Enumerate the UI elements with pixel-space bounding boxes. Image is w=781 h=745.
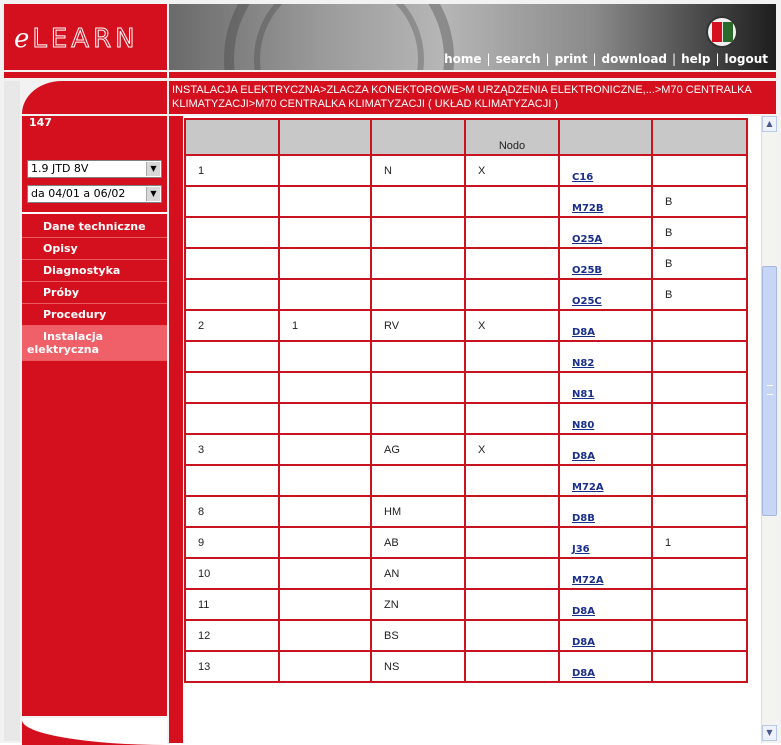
- table-cell: [185, 248, 279, 279]
- table-cell: [652, 496, 747, 527]
- table-cell: [652, 341, 747, 372]
- table-cell: [465, 341, 559, 372]
- nav-search-link[interactable]: search: [495, 52, 541, 66]
- table-cell: [371, 403, 465, 434]
- table-cell: [279, 217, 371, 248]
- table-cell: [279, 434, 371, 465]
- table-header-cell: [279, 119, 371, 155]
- sidebar-item-label: Dane techniczne: [43, 220, 146, 233]
- table-cell: [652, 403, 747, 434]
- table-cell: 10: [185, 558, 279, 589]
- table-cell: [559, 558, 652, 589]
- table-cell: X: [465, 155, 559, 186]
- table-cell: [465, 589, 559, 620]
- sidebar-item-dane-techniczne[interactable]: [22, 216, 167, 238]
- table-row: [185, 403, 747, 434]
- alfa-romeo-badge-icon: [706, 16, 738, 48]
- table-cell: [559, 279, 652, 310]
- table-cell: [559, 217, 652, 248]
- table-cell: [465, 558, 559, 589]
- sidebar-menu: [22, 216, 167, 361]
- table-row: [185, 651, 747, 682]
- connector-link[interactable]: D8A: [572, 637, 595, 648]
- table-cell: [279, 248, 371, 279]
- table-cell: 8: [185, 496, 279, 527]
- table-cell: [652, 434, 747, 465]
- table-cell: [465, 248, 559, 279]
- logo-area: [4, 4, 168, 70]
- table-cell: [559, 651, 652, 682]
- scroll-up-icon[interactable]: ▲: [762, 116, 777, 132]
- menu-divider: [22, 212, 167, 214]
- left-gutter: [4, 81, 20, 741]
- table-header-cell: [559, 119, 652, 155]
- connector-link[interactable]: D8B: [572, 513, 595, 524]
- table-row: [185, 558, 747, 589]
- table-cell: [279, 589, 371, 620]
- table-cell: [652, 372, 747, 403]
- header-banner: [169, 4, 776, 70]
- connector-link[interactable]: O25B: [572, 265, 603, 276]
- table-cell: [465, 496, 559, 527]
- sidebar-item-instalacja-elektryczna[interactable]: [22, 326, 167, 361]
- table-row: [185, 279, 747, 310]
- table-cell: 1: [279, 310, 371, 341]
- table-cell: [652, 155, 747, 186]
- top-nav: [444, 52, 768, 66]
- table-row: [185, 310, 747, 341]
- table-cell: [652, 620, 747, 651]
- table-cell: [465, 372, 559, 403]
- table-cell: X: [465, 434, 559, 465]
- connector-link[interactable]: O25C: [572, 296, 602, 307]
- table-cell: [559, 403, 652, 434]
- table-cell: [279, 651, 371, 682]
- content-left-strip: [169, 116, 183, 743]
- table-cell: [279, 279, 371, 310]
- connector-link[interactable]: J36: [572, 544, 590, 555]
- table-cell: [559, 496, 652, 527]
- sidebar-item-proby[interactable]: [22, 282, 167, 304]
- table-cell: [185, 341, 279, 372]
- connector-link[interactable]: C16: [572, 172, 594, 183]
- table-cell: [185, 279, 279, 310]
- chevron-down-icon[interactable]: ▼: [146, 162, 160, 176]
- connector-link[interactable]: N81: [572, 389, 595, 400]
- table-cell: 12: [185, 620, 279, 651]
- date-range-select[interactable]: [27, 185, 162, 203]
- table-cell: [279, 403, 371, 434]
- table-cell: [559, 620, 652, 651]
- table-cell: [279, 186, 371, 217]
- nav-separator: |: [486, 52, 491, 66]
- sidebar-item-label: Procedury: [43, 308, 107, 321]
- table-row: [185, 248, 747, 279]
- table-cell: NS: [371, 651, 465, 682]
- table-cell: [559, 186, 652, 217]
- sidebar-footer: [22, 718, 167, 745]
- connector-link[interactable]: O25A: [572, 234, 603, 245]
- elearn-logo[interactable]: [14, 24, 139, 54]
- table-cell: [371, 217, 465, 248]
- nav-download-link[interactable]: download: [601, 52, 668, 66]
- table-cell: [279, 558, 371, 589]
- table-cell: [559, 248, 652, 279]
- table-cell: [559, 527, 652, 558]
- table-cell: [371, 341, 465, 372]
- table-cell: [279, 465, 371, 496]
- scrollbar-thumb[interactable]: [762, 266, 777, 516]
- table-cell: 1: [185, 155, 279, 186]
- engine-select-value: 1.9 JTD 8V: [31, 162, 89, 175]
- table-cell: B: [652, 279, 747, 310]
- nav-print-link[interactable]: print: [554, 52, 588, 66]
- table-cell: [559, 372, 652, 403]
- sidebar-item-procedury[interactable]: [22, 304, 167, 326]
- nav-separator: |: [672, 52, 677, 66]
- table-cell: [185, 403, 279, 434]
- table-cell: [465, 651, 559, 682]
- table-cell: [465, 217, 559, 248]
- table-header-row: [185, 119, 747, 155]
- table-cell: X: [465, 310, 559, 341]
- table-row: [185, 496, 747, 527]
- table-cell: [652, 558, 747, 589]
- connector-link[interactable]: D8A: [572, 606, 595, 617]
- table-cell: 2: [185, 310, 279, 341]
- table-cell: [185, 186, 279, 217]
- table-cell: ZN: [371, 589, 465, 620]
- table-cell: [371, 186, 465, 217]
- nav-home-link[interactable]: home: [444, 52, 482, 66]
- table-cell: [559, 310, 652, 341]
- sidebar: [22, 116, 167, 716]
- table-cell: [652, 310, 747, 341]
- model-label: 147: [29, 116, 52, 129]
- nav-separator: |: [592, 52, 597, 66]
- table-row: [185, 155, 747, 186]
- sidebar-item-diagnostyka[interactable]: [22, 260, 167, 282]
- table-cell: 1: [652, 527, 747, 558]
- breadcrumb: INSTALACJA ELEKTRYCZNA>ZLACZA KONEKTOROWE>M URZĄDZENIA ELEKTRONICZNE,...>M70 CENTRALKA KLIMATYZACJI>M70 CENTRALKA KLIMATYZACJI ( UKŁAD KLIMATYZACJI ): [169, 81, 776, 114]
- table-cell: 11: [185, 589, 279, 620]
- header-label: Nodo: [498, 140, 526, 152]
- logo-learn: LEARN: [32, 24, 139, 54]
- table-cell: [559, 589, 652, 620]
- nav-help-link[interactable]: help: [681, 52, 711, 66]
- connector-link[interactable]: D8A: [572, 668, 595, 679]
- table-cell: B: [652, 248, 747, 279]
- table-cell: [465, 279, 559, 310]
- nav-separator: |: [715, 52, 720, 66]
- table-cell: AG: [371, 434, 465, 465]
- table-row: [185, 620, 747, 651]
- table-cell: [652, 651, 747, 682]
- table-cell: [559, 341, 652, 372]
- table-cell: 13: [185, 651, 279, 682]
- table-row: [185, 372, 747, 403]
- table-cell: B: [652, 186, 747, 217]
- table-cell: [652, 589, 747, 620]
- table-row: [185, 217, 747, 248]
- table-cell: [371, 372, 465, 403]
- table-row: [185, 341, 747, 372]
- table-cell: [559, 465, 652, 496]
- content-area: [169, 116, 761, 743]
- table-cell: [185, 465, 279, 496]
- table-cell: [185, 217, 279, 248]
- table-cell: [652, 465, 747, 496]
- table-cell: [465, 620, 559, 651]
- table-row: [185, 527, 747, 558]
- header-separator: [4, 72, 776, 78]
- table-cell: [279, 620, 371, 651]
- table-cell: [279, 341, 371, 372]
- table-cell: [371, 279, 465, 310]
- logo-e: e: [14, 24, 33, 54]
- table-cell: [279, 372, 371, 403]
- table-cell: [465, 186, 559, 217]
- connector-table: [184, 118, 748, 683]
- table-cell: N: [371, 155, 465, 186]
- scroll-down-icon[interactable]: ▼: [762, 725, 777, 741]
- table-cell: [559, 434, 652, 465]
- connector-link[interactable]: D8A: [572, 327, 595, 338]
- banner-emblem-inner-icon: [254, 4, 424, 70]
- table-cell: [371, 465, 465, 496]
- sidebar-item-label: Diagnostyka: [43, 264, 121, 277]
- sidebar-item-label: Instalacja elektryczna: [27, 330, 104, 356]
- connector-link[interactable]: M72B: [572, 203, 604, 214]
- chevron-down-icon[interactable]: ▼: [146, 187, 160, 201]
- nav-separator: |: [545, 52, 550, 66]
- table-row: [185, 186, 747, 217]
- connector-link[interactable]: M72A: [572, 482, 604, 493]
- connector-link[interactable]: N80: [572, 420, 595, 431]
- engine-select[interactable]: [27, 160, 162, 178]
- table-cell: [465, 403, 559, 434]
- table-cell: [279, 496, 371, 527]
- table-cell: HM: [371, 496, 465, 527]
- vertical-scrollbar[interactable]: [761, 116, 777, 743]
- table-cell: AB: [371, 527, 465, 558]
- table-cell: [279, 527, 371, 558]
- table-cell: [371, 248, 465, 279]
- table-cell: [465, 465, 559, 496]
- sidebar-item-label: Opisy: [43, 242, 78, 255]
- table-cell: BS: [371, 620, 465, 651]
- table-cell: RV: [371, 310, 465, 341]
- table-row: [185, 465, 747, 496]
- table-cell: [559, 155, 652, 186]
- connector-link[interactable]: D8A: [572, 451, 595, 462]
- table-header-cell: [185, 119, 279, 155]
- table-cell: [465, 527, 559, 558]
- date-select-value: da 04/01 a 06/02: [31, 187, 126, 200]
- table-cell: 3: [185, 434, 279, 465]
- table-cell: 9: [185, 527, 279, 558]
- table-row: [185, 589, 747, 620]
- table-header-cell: [371, 119, 465, 155]
- table-cell: AN: [371, 558, 465, 589]
- right-edge: [777, 0, 781, 743]
- table-cell: [185, 372, 279, 403]
- connector-link[interactable]: M72A: [572, 575, 604, 586]
- breadcrumb-corner: [22, 81, 167, 114]
- table-row: [185, 434, 747, 465]
- sidebar-item-opisy[interactable]: [22, 238, 167, 260]
- table-cell: B: [652, 217, 747, 248]
- table-header-cell: [465, 119, 559, 155]
- sidebar-item-label: Próby: [43, 286, 80, 299]
- table-header-cell: [652, 119, 747, 155]
- nav-logout-link[interactable]: logout: [724, 52, 768, 66]
- connector-link[interactable]: N82: [572, 358, 595, 369]
- table-cell: [279, 155, 371, 186]
